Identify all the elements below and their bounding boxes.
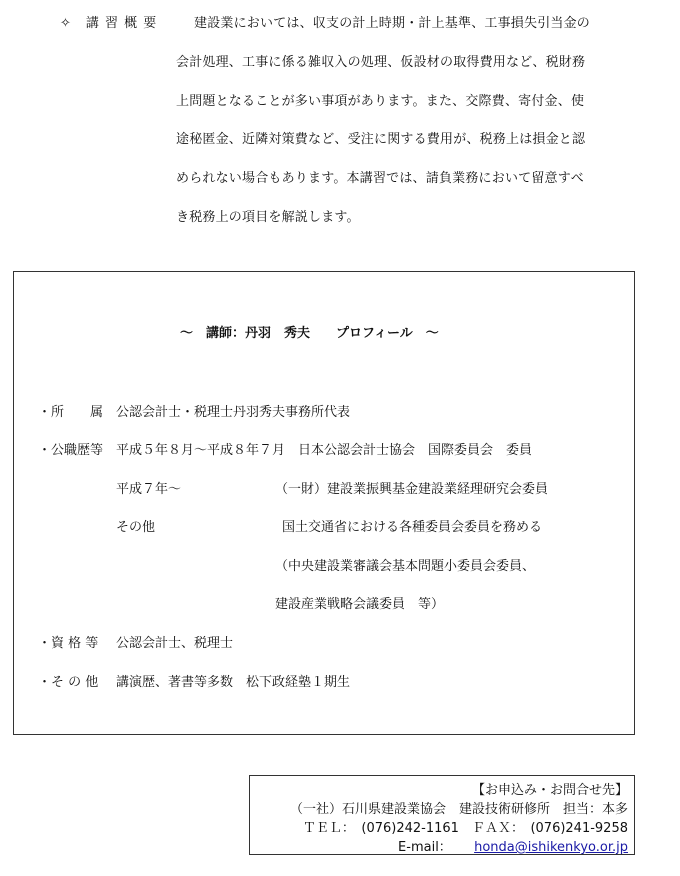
career-item-text: 国土交通省における各種委員会委員を務める [282,520,543,535]
other-text: 講演歴、著書等多数 松下政経塾１期生 [116,675,351,690]
other-label: ・そ の 他 [38,675,99,690]
career-item-label: その他 [116,520,156,535]
summary-label: ✧ 講 習 概 要 [60,16,158,31]
career-label: ・公職歴等 [38,443,104,458]
career-item-text: （一財）建設業振興基金建設業経理研究会委員 [275,482,549,497]
career-text: 平成５年８月～平成８年７月 日本公認会計士協会 国際委員会 委員 [116,443,533,458]
summary-line: 途秘匿金、近隣対策費など、受注に関する費用が、税務上は損金と認 [176,132,586,147]
contact-heading: 【お申込み・お問合せ先】 [471,783,628,798]
summary-line: 上問題となることが多い事項があります。また、交際費、寄付金、使 [176,94,585,109]
email-link[interactable]: honda@ishikenkyo.or.jp [474,840,628,855]
summary-line: められない場合もあります。本講習では、請負業務において留意すべ [176,171,584,186]
summary-line: 会計処理、工事に係る雑収入の処理、仮設材の取得費用など、税財務 [176,55,586,70]
affiliation-label: ・所 属 [38,405,104,420]
career-note: （中央建設業審議会基本問題小委員会委員、 [275,559,536,574]
career-item-label: 平成７年～ [116,482,182,497]
qualifications-text: 公認会計士、税理士 [116,636,234,651]
profile-title: ～ 講師：丹羽 秀夫 プロフィール ～ [180,326,439,341]
summary-line: 建設業においては、収支の計上時期・計上基準、工事損失引当金の [194,16,591,31]
contact-org: （一社）石川県建設業協会 建設技術研修所 担当：本多 [289,802,628,817]
career-note: 建設産業戦略会議委員 等） [275,597,445,612]
contact-email-row [398,836,628,855]
contact-tel-fax: ＴＥＬ： (076)242-1161 ＦＡＸ： (076)241-9258 [302,821,628,836]
qualifications-label: ・資 格 等 [38,636,99,651]
email-label: E-mail： [398,840,452,855]
affiliation-text: 公認会計士・税理士丹羽秀夫事務所代表 [116,405,351,420]
summary-line: き税務上の項目を解説します。 [176,210,360,225]
